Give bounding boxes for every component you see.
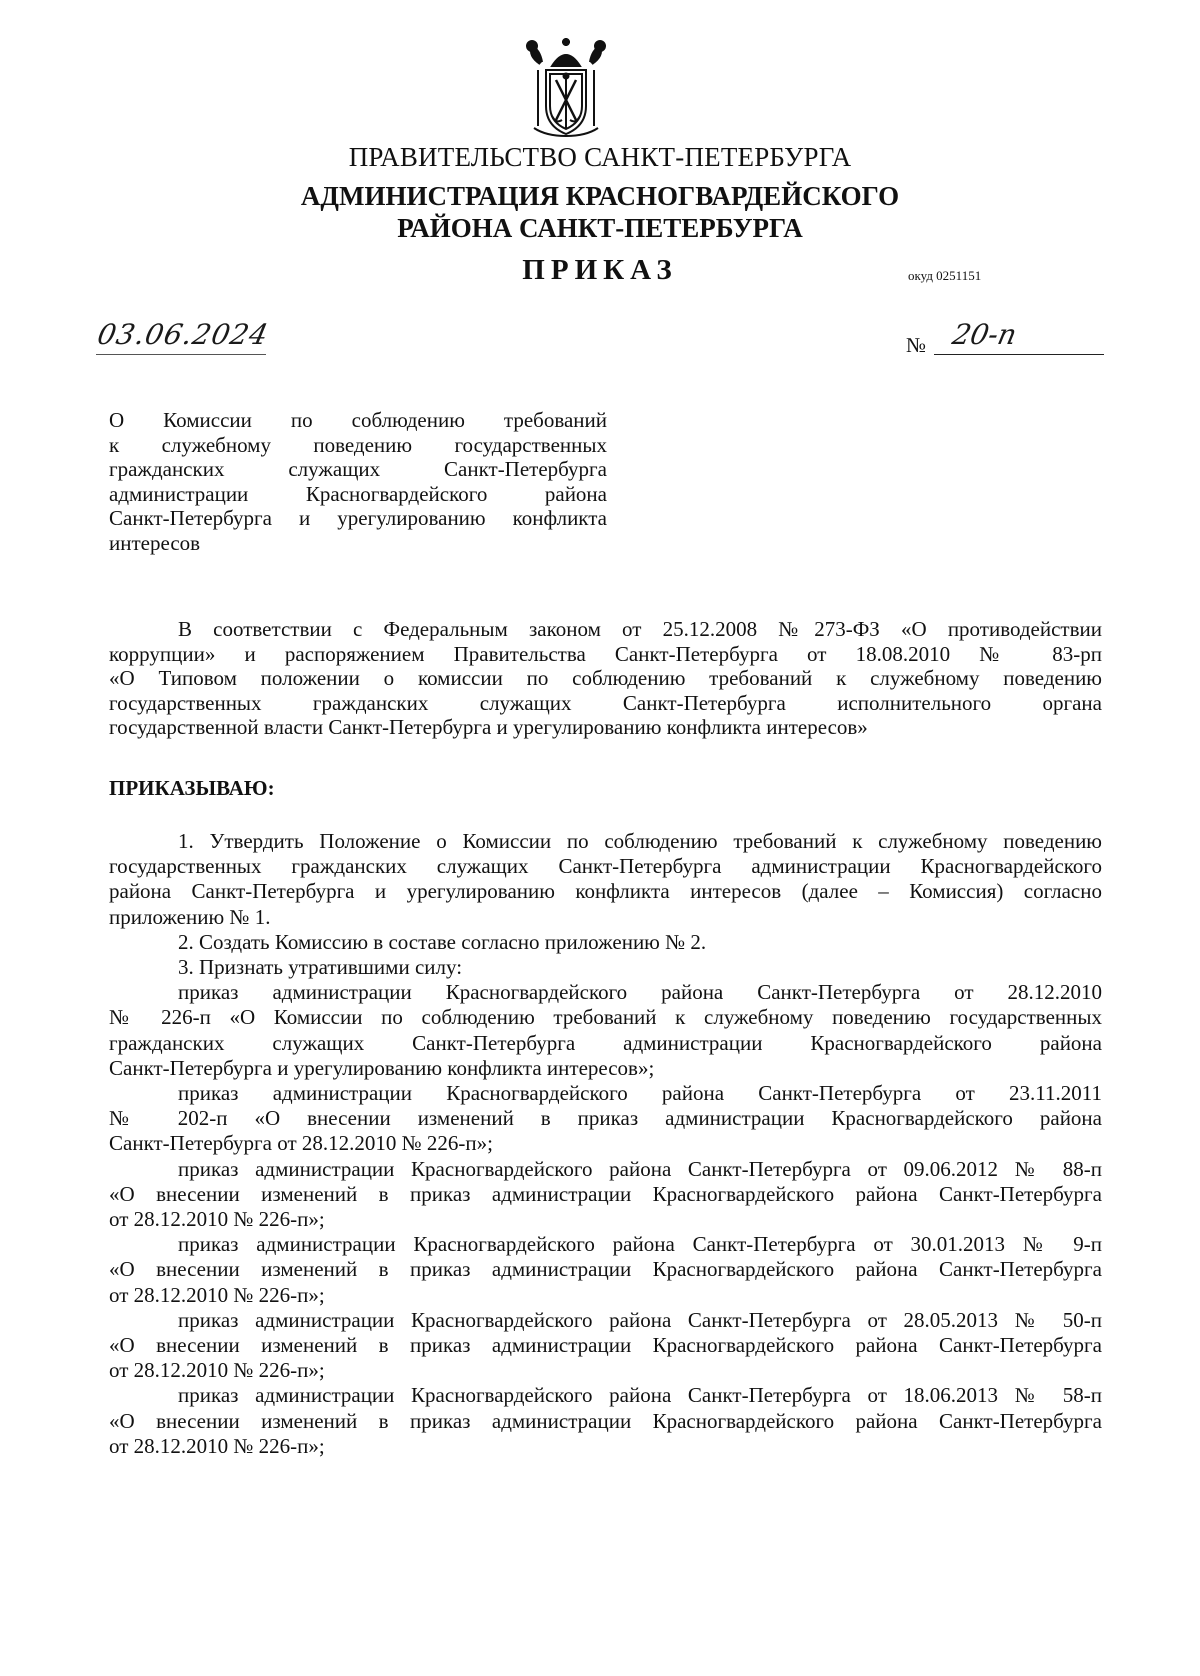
order-item-line: № 226-п «О Комиссии по соблюдению требований к служебному поведению государственных (109, 1005, 1102, 1030)
number-underline (934, 354, 1104, 355)
order-item-line: 1. Утвердить Положение о Комиссии по соблюдению требований к служебному поведению (178, 829, 1102, 853)
order-subject (109, 408, 607, 556)
order-item-line: от 28.12.2010 № 226-п»; (109, 1282, 325, 1307)
order-item-line: 2. Создать Комиссию в составе согласно приложению № 2. (178, 929, 707, 954)
preamble-line: «О Типовом положении о комиссии по соблюдению требований к служебному поведению (109, 666, 1102, 691)
handwritten-date: 03.06.2024 (94, 318, 272, 351)
subject-line: к служебному поведению государственных (109, 432, 607, 457)
handwritten-number: 20-п (949, 318, 1020, 351)
administration-title-line-2: РАЙОНА САНКТ-ПЕТЕРБУРГА (397, 213, 803, 243)
order-items (109, 829, 1102, 1459)
order-item-line: приказ администрации Красногвардейского района Санкт-Петербурга от 09.06.2012 № 88-п (178, 1156, 1102, 1181)
subject-line: администрации Красногвардейского района (109, 481, 607, 506)
order-item-line: приказ администрации Красногвардейского района Санкт-Петербурга от 30.01.2013 № 9-п (178, 1232, 1102, 1257)
order-directive-heading: ПРИКАЗЫВАЮ: (109, 776, 275, 800)
order-item-line: приказ администрации Красногвардейского района Санкт-Петербурга от 23.11.2011 (178, 1081, 1102, 1106)
subject-line: Санкт-Петербурга и урегулированию конфликта (109, 506, 607, 531)
order-item-line: 3. Признать утратившими силу: (178, 955, 463, 980)
administration-title-line-1: АДМИНИСТРАЦИЯ КРАСНОГВАРДЕЙСКОГО (300, 181, 900, 211)
preamble-line: коррупции» и распоряжением Правительства Санкт-Петербурга от 18.08.2010 № 83-рп (109, 641, 1102, 666)
order-item-line: гражданских служащих Санкт-Петербурга администрации Красногвардейского района (109, 1030, 1102, 1055)
order-item-line: от 28.12.2010 № 226-п»; (109, 1433, 325, 1458)
preamble-line: государственных гражданских служащих Санкт-Петербурга исполнительного органа (109, 690, 1102, 715)
order-item-line: района Санкт-Петербурга и урегулированию конфликта интересов (далее – Комиссия) согласно (109, 879, 1102, 904)
number-sign: № (906, 333, 927, 357)
subject-line: гражданских служащих Санкт-Петербурга (109, 457, 607, 482)
order-item-line: Санкт-Петербурга от 28.12.2010 № 226-п»; (109, 1131, 493, 1156)
subject-line: О Комиссии по соблюдению требований (109, 408, 607, 432)
order-item-line: «О внесении изменений в приказ администрации Красногвардейского района Санкт-Петербурга (109, 1181, 1102, 1206)
coat-of-arms-emblem (518, 36, 614, 140)
document-type: ПРИКАЗ (522, 254, 678, 286)
order-item-line: приложению № 1. (109, 904, 271, 929)
order-item-line: «О внесении изменений в приказ администрации Красногвардейского района Санкт-Петербурга (109, 1257, 1102, 1282)
order-item-line: от 28.12.2010 № 226-п»; (109, 1358, 325, 1383)
preamble-line: В соответствии с Федеральным законом от 25.12.2008 №273-ФЗ «О противодействии (178, 617, 1102, 641)
order-item-line: приказ администрации Красногвардейского района Санкт-Петербурга от 28.05.2013 № 50-п (178, 1307, 1102, 1332)
okud-code: окуд 0251151 (908, 268, 982, 283)
subject-line: интересов (109, 530, 201, 555)
order-item-line: от 28.12.2010 № 226-п»; (109, 1207, 325, 1232)
government-title: ПРАВИТЕЛЬСТВО САНКТ-ПЕТЕРБУРГА (348, 142, 852, 172)
preamble (109, 617, 1102, 740)
order-item-line: № 202-п «О внесении изменений в приказ администрации Красногвардейского района (109, 1106, 1102, 1131)
order-item-line: «О внесении изменений в приказ администрации Красногвардейского района Санкт-Петербурга (109, 1333, 1102, 1358)
order-item-line: приказ администрации Красногвардейского района Санкт-Петербурга от 18.06.2013 № 58-п (178, 1383, 1102, 1408)
order-item-line: «О внесении изменений в приказ администрации Красногвардейского района Санкт-Петербурга (109, 1408, 1102, 1433)
date-underline (96, 354, 266, 355)
preamble-line: государственной власти Санкт-Петербурга и урегулированию конфликта интересов» (109, 715, 868, 740)
order-item-line: государственных гражданских служащих Санкт-Петербурга администрации Красногвардейского (109, 854, 1102, 879)
order-item-line: приказ администрации Красногвардейского района Санкт-Петербурга от 28.12.2010 (178, 980, 1102, 1005)
order-item-line: Санкт-Петербурга и урегулированию конфликта интересов»; (109, 1055, 655, 1080)
